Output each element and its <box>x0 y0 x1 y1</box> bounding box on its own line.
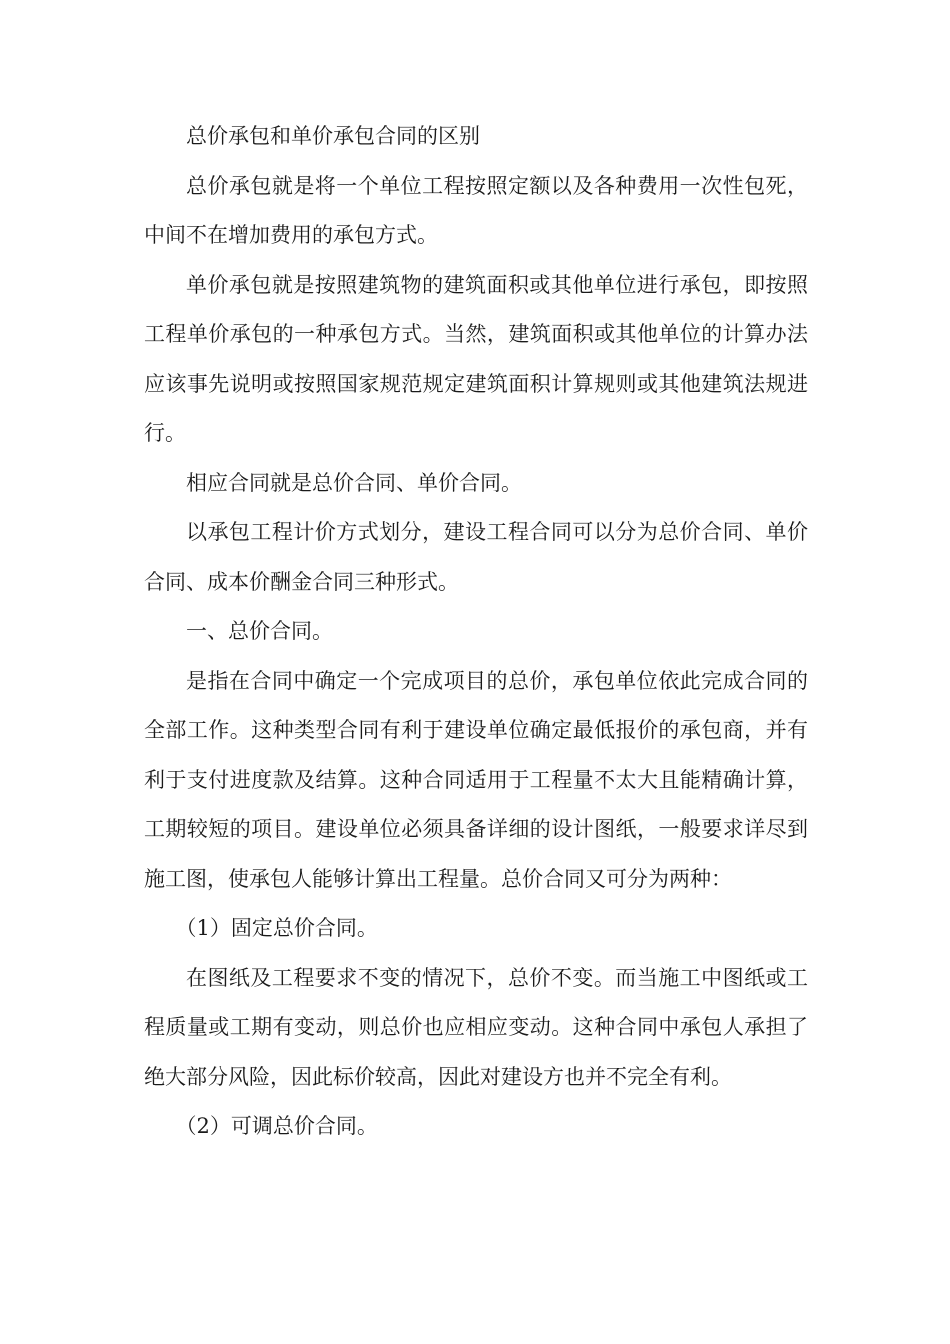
paragraph-contract-classification: 以承包工程计价方式划分，建设工程合同可以分为总价合同、单价合同、成本价酬金合同三种形式。 <box>144 520 808 594</box>
paragraph-fixed-lump-sum-detail: 在图纸及工程要求不变的情况下，总价不变。而当施工中图纸或工程质量或工期有变动，则总价也应相应变动。这种合同中承包人承担了绝大部分风险，因此标价较高，因此对建设方也并不完全有利。 <box>144 965 808 1089</box>
subheading-fixed-lump-sum: （1）固定总价合同。 <box>175 916 378 940</box>
document-title: 总价承包和单价承包合同的区别 <box>186 124 480 148</box>
paragraph-lump-sum-definition: 总价承包就是将一个单位工程按照定额以及各种费用一次性包死，中间不在增加费用的承包方式。 <box>144 173 808 247</box>
paragraph-unit-price-definition: 单价承包就是按照建筑物的建筑面积或其他单位进行承包，即按照工程单价承包的一种承包方式。当然，建筑面积或其他单位的计算办法应该事先说明或按照国家规范规定建筑面积计算规则或其他建筑法规进行。 <box>144 272 808 445</box>
paragraph-lump-sum-detail: 是指在合同中确定一个完成项目的总价，承包单位依此完成合同的全部工作。这种类型合同有利于建设单位确定最低报价的承包商，并有利于支付进度款及结算。这种合同适用于工程量不太大且能精确计算，工期较短的项目。建设单位必须具备详细的设计图纸，一般要求详尽到施工图，使承包人能够计算出工程量。总价合同又可分为两种： <box>144 668 808 891</box>
subheading-adjustable-lump-sum: （2）可调总价合同。 <box>175 1114 378 1138</box>
paragraph-corresponding-contracts: 相应合同就是总价合同、单价合同。 <box>186 470 522 495</box>
document-body <box>144 112 808 1152</box>
section-heading-lump-sum: 一、总价合同。 <box>186 619 333 643</box>
